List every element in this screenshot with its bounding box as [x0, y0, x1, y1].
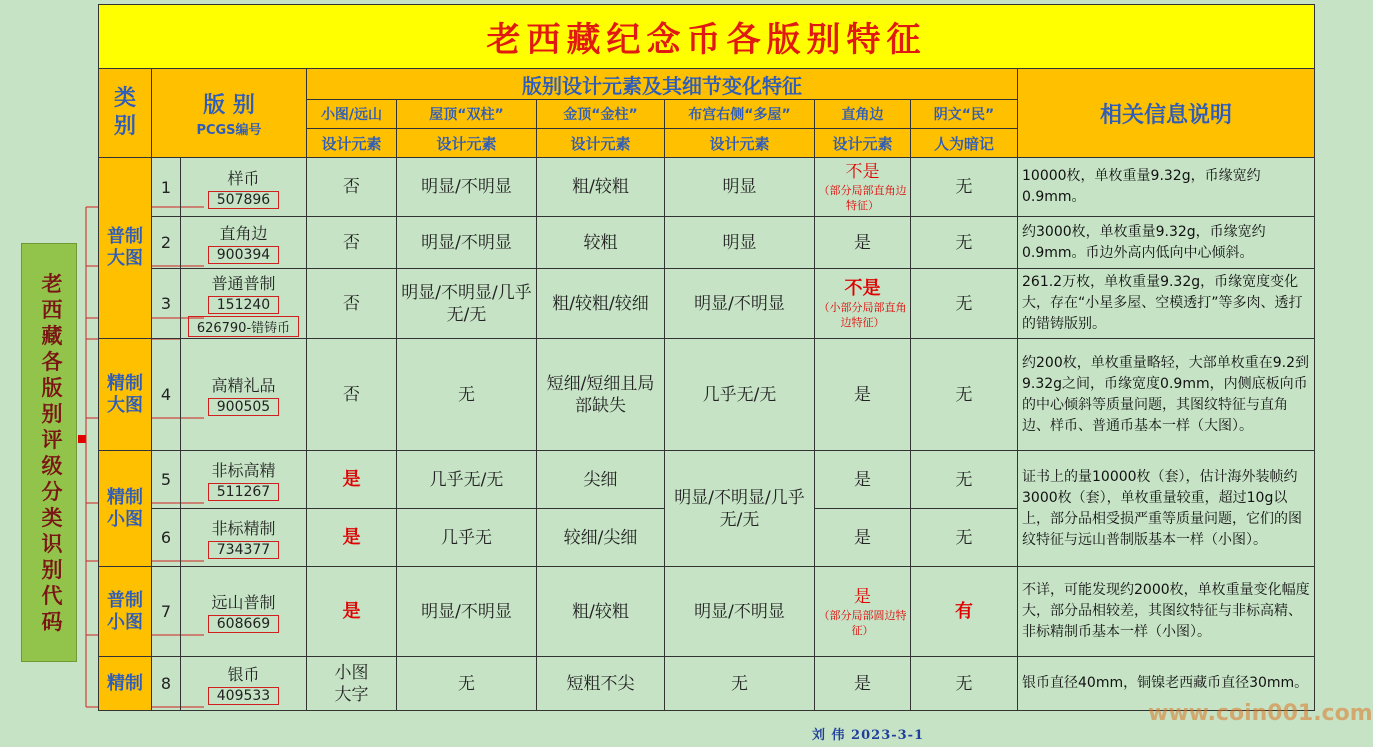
version-cell [181, 269, 307, 339]
header-version [152, 69, 307, 158]
pcgs-code: 409533 [208, 687, 279, 705]
cell-right-angle-edge: 是 [815, 451, 911, 509]
col-subheader: 设计元素 [397, 129, 537, 158]
version-name: 普通普制 [211, 273, 276, 293]
cell-min-mark: 无 [911, 657, 1018, 711]
cell-small-image: 否 [307, 158, 397, 217]
category-cell [99, 339, 152, 451]
cell-min-mark: 无 [911, 217, 1018, 269]
cell-golden-top: 粗/较粗/较细 [537, 269, 665, 339]
row-number: 1 [152, 158, 181, 217]
cell-golden-top: 较粗 [537, 217, 665, 269]
watermark: www.coin001.com [1148, 701, 1373, 726]
cell-small-image: 是 [307, 567, 397, 657]
cell-min-mark: 无 [911, 269, 1018, 339]
table-row [99, 567, 1315, 657]
table-row [99, 217, 1315, 269]
header-pcgs-text: PCGS编号 [196, 123, 262, 138]
pcgs-code: 734377 [208, 541, 279, 559]
author-date: 刘 伟 2023-3-1 [812, 728, 925, 743]
header-version-text: 版 别 [203, 93, 255, 118]
cell-golden-top: 尖细 [537, 451, 665, 509]
category-label: 普制小图 [107, 589, 143, 633]
cell-roof-pillars: 几乎无 [397, 509, 537, 567]
header-category [99, 69, 152, 158]
page-title: 老西藏纪念币各版别特征 [99, 5, 1315, 69]
cell-roof-pillars: 明显/不明显 [397, 158, 537, 217]
cell-roof-pillars: 无 [397, 657, 537, 711]
cell-right-angle-edge: 是 [815, 509, 911, 567]
col-subheader: 设计元素 [307, 129, 397, 158]
pcgs-code-error: 626790-错铸币 [188, 316, 299, 337]
col-subheader: 设计元素 [537, 129, 665, 158]
cell-roof-pillars: 明显/不明显 [397, 567, 537, 657]
info-cell: 约3000枚，单枚重量9.32g，币缘宽约0.9mm。币边外高内低向中心倾斜。 [1018, 217, 1315, 269]
col-header-roof-pillars: 屋顶“双柱” [397, 100, 537, 129]
col-header-golden-top: 金顶“金柱” [537, 100, 665, 129]
info-cell: 约200枚，单枚重量略轻，大部单枚重在9.2到9.32g之间，币缘宽度0.9mm，内侧底板向币的中心倾斜等质量问题，其图纹特征与直角边、样币、普通币基本一样（大图）。 [1018, 339, 1315, 451]
cell-roof-pillars: 无 [397, 339, 537, 451]
cell-palace-houses: 明显/不明显 [665, 269, 815, 339]
palace-houses-text: 明显/不明显/几乎无/无 [674, 487, 805, 530]
info-cell: 261.2万枚，单枚重量9.32g，币缘宽度变化大，存在“小星多屋、空模透打”等多肉、透打的错铸版别。 [1018, 269, 1315, 339]
header-category-text: 类别 [113, 86, 136, 139]
version-name: 高精礼品 [211, 376, 276, 395]
cell-small-image: 否 [307, 339, 397, 451]
category-cell: 精制 [99, 657, 152, 711]
info-cell: 证书上的量10000枚（套），估计海外装帧约3000枚（套），单枚重量较重，超过10g以上，部分品相受损严重等质量问题，它们的图纹特征与远山普制版基本一样（小图）。 [1018, 451, 1315, 567]
col-subheader: 人为暗记 [911, 129, 1018, 158]
cell-golden-top: 短粗不尖 [537, 657, 665, 711]
small-image-text: 小图大字 [334, 662, 369, 705]
header-info: 相关信息说明 [1018, 69, 1315, 158]
cell-golden-top: 较细/尖细 [537, 509, 665, 567]
info-cell: 不详，可能发现约2000枚，单枚重量变化幅度大，部分品相较差，其图纹特征与非标高精、非标精制币基本一样（小图）。 [1018, 567, 1315, 657]
table-row [99, 451, 1315, 509]
category-label: 精制大图 [107, 372, 143, 416]
cell-small-image: 否 [307, 269, 397, 339]
cell-roof-pillars: 明显/不明显/几乎无/无 [397, 269, 537, 339]
pcgs-code: 511267 [208, 483, 279, 501]
table-row [99, 657, 1315, 711]
col-header-min-mark: 阴文“民” [911, 100, 1018, 129]
edge-note: （小部分局部直角边特征） [818, 300, 907, 329]
table-row [99, 339, 1315, 451]
row-number: 5 [152, 451, 181, 509]
cell-small-image: 是 [307, 509, 397, 567]
version-name: 非标精制 [211, 519, 276, 538]
cell-right-angle-edge [815, 269, 911, 339]
table-row [99, 158, 1315, 217]
version-cell [181, 451, 307, 509]
version-cell [181, 657, 307, 711]
version-cell [181, 339, 307, 451]
edge-note: （部分局部直角边特征） [818, 184, 907, 212]
version-cell [181, 158, 307, 217]
cell-right-angle-edge [815, 567, 911, 657]
cell-right-angle-edge [815, 158, 911, 217]
pcgs-code: 900505 [208, 398, 279, 416]
col-header-right-angle-edge: 直角边 [815, 100, 911, 129]
cell-palace-houses: 明显 [665, 217, 815, 269]
cell-golden-top: 粗/较粗 [537, 567, 665, 657]
row-number: 4 [152, 339, 181, 451]
info-cell: 10000枚，单枚重量9.32g，币缘宽约0.9mm。 [1018, 158, 1315, 217]
version-cell [181, 217, 307, 269]
cell-palace-houses: 明显 [665, 158, 815, 217]
cell-small-image: 否 [307, 217, 397, 269]
category-cell [99, 451, 152, 567]
edge-value: 是 [854, 586, 871, 607]
row-number: 6 [152, 509, 181, 567]
row-number: 8 [152, 657, 181, 711]
category-label: 精制小图 [107, 486, 143, 530]
edge-value: 不是 [845, 162, 880, 182]
cell-small-image [307, 657, 397, 711]
version-name: 样币 [227, 168, 260, 188]
header-design-group: 版别设计元素及其细节变化特征 [307, 69, 1018, 100]
cell-right-angle-edge: 是 [815, 657, 911, 711]
cell-palace-houses: 明显/不明显 [665, 567, 815, 657]
sidebar-label-text: 老西藏各版别评级分类识别代码 [41, 270, 63, 634]
cell-right-angle-edge: 是 [815, 339, 911, 451]
cell-min-mark: 无 [911, 339, 1018, 451]
category-cell [99, 567, 152, 657]
col-header-palace-houses: 布宫右侧“多屋” [665, 100, 815, 129]
cell-roof-pillars: 几乎无/无 [397, 451, 537, 509]
edge-note: （部分局部圆边特征） [818, 608, 907, 637]
version-cell [181, 509, 307, 567]
row-number: 7 [152, 567, 181, 657]
cell-min-mark: 无 [911, 451, 1018, 509]
category-cell [99, 158, 152, 339]
col-subheader: 设计元素 [815, 129, 911, 158]
pcgs-code: 507896 [208, 191, 279, 209]
cell-palace-houses [665, 451, 815, 567]
info-cell: 银币直径40mm，铜镍老西藏币直径30mm。 [1018, 657, 1315, 711]
pcgs-code: 608669 [208, 615, 279, 633]
col-header-small-image: 小图/远山 [307, 100, 397, 129]
pcgs-code: 151240 [208, 296, 279, 314]
row-number: 2 [152, 217, 181, 269]
cell-small-image: 是 [307, 451, 397, 509]
cell-min-mark: 无 [911, 509, 1018, 567]
table-row [99, 269, 1315, 339]
version-name: 远山普制 [211, 593, 276, 612]
version-cell [181, 567, 307, 657]
cell-golden-top: 粗/较粗 [537, 158, 665, 217]
row-number: 3 [152, 269, 181, 339]
version-feature-table [98, 4, 1315, 711]
category-label: 普制大图 [107, 226, 143, 269]
cell-golden-top [537, 339, 665, 451]
golden-top-text: 短细/短细且局部缺失 [546, 373, 655, 416]
cell-roof-pillars: 明显/不明显 [397, 217, 537, 269]
version-name: 非标高精 [211, 461, 276, 480]
cell-palace-houses: 几乎无/无 [665, 339, 815, 451]
pcgs-code: 900394 [208, 246, 279, 264]
version-name: 直角边 [219, 224, 268, 243]
col-subheader: 设计元素 [665, 129, 815, 158]
edge-value: 不是 [844, 277, 881, 299]
cell-right-angle-edge: 是 [815, 217, 911, 269]
cell-min-mark: 无 [911, 158, 1018, 217]
cell-min-mark: 有 [911, 567, 1018, 657]
version-name: 银币 [227, 665, 260, 684]
cell-palace-houses: 无 [665, 657, 815, 711]
